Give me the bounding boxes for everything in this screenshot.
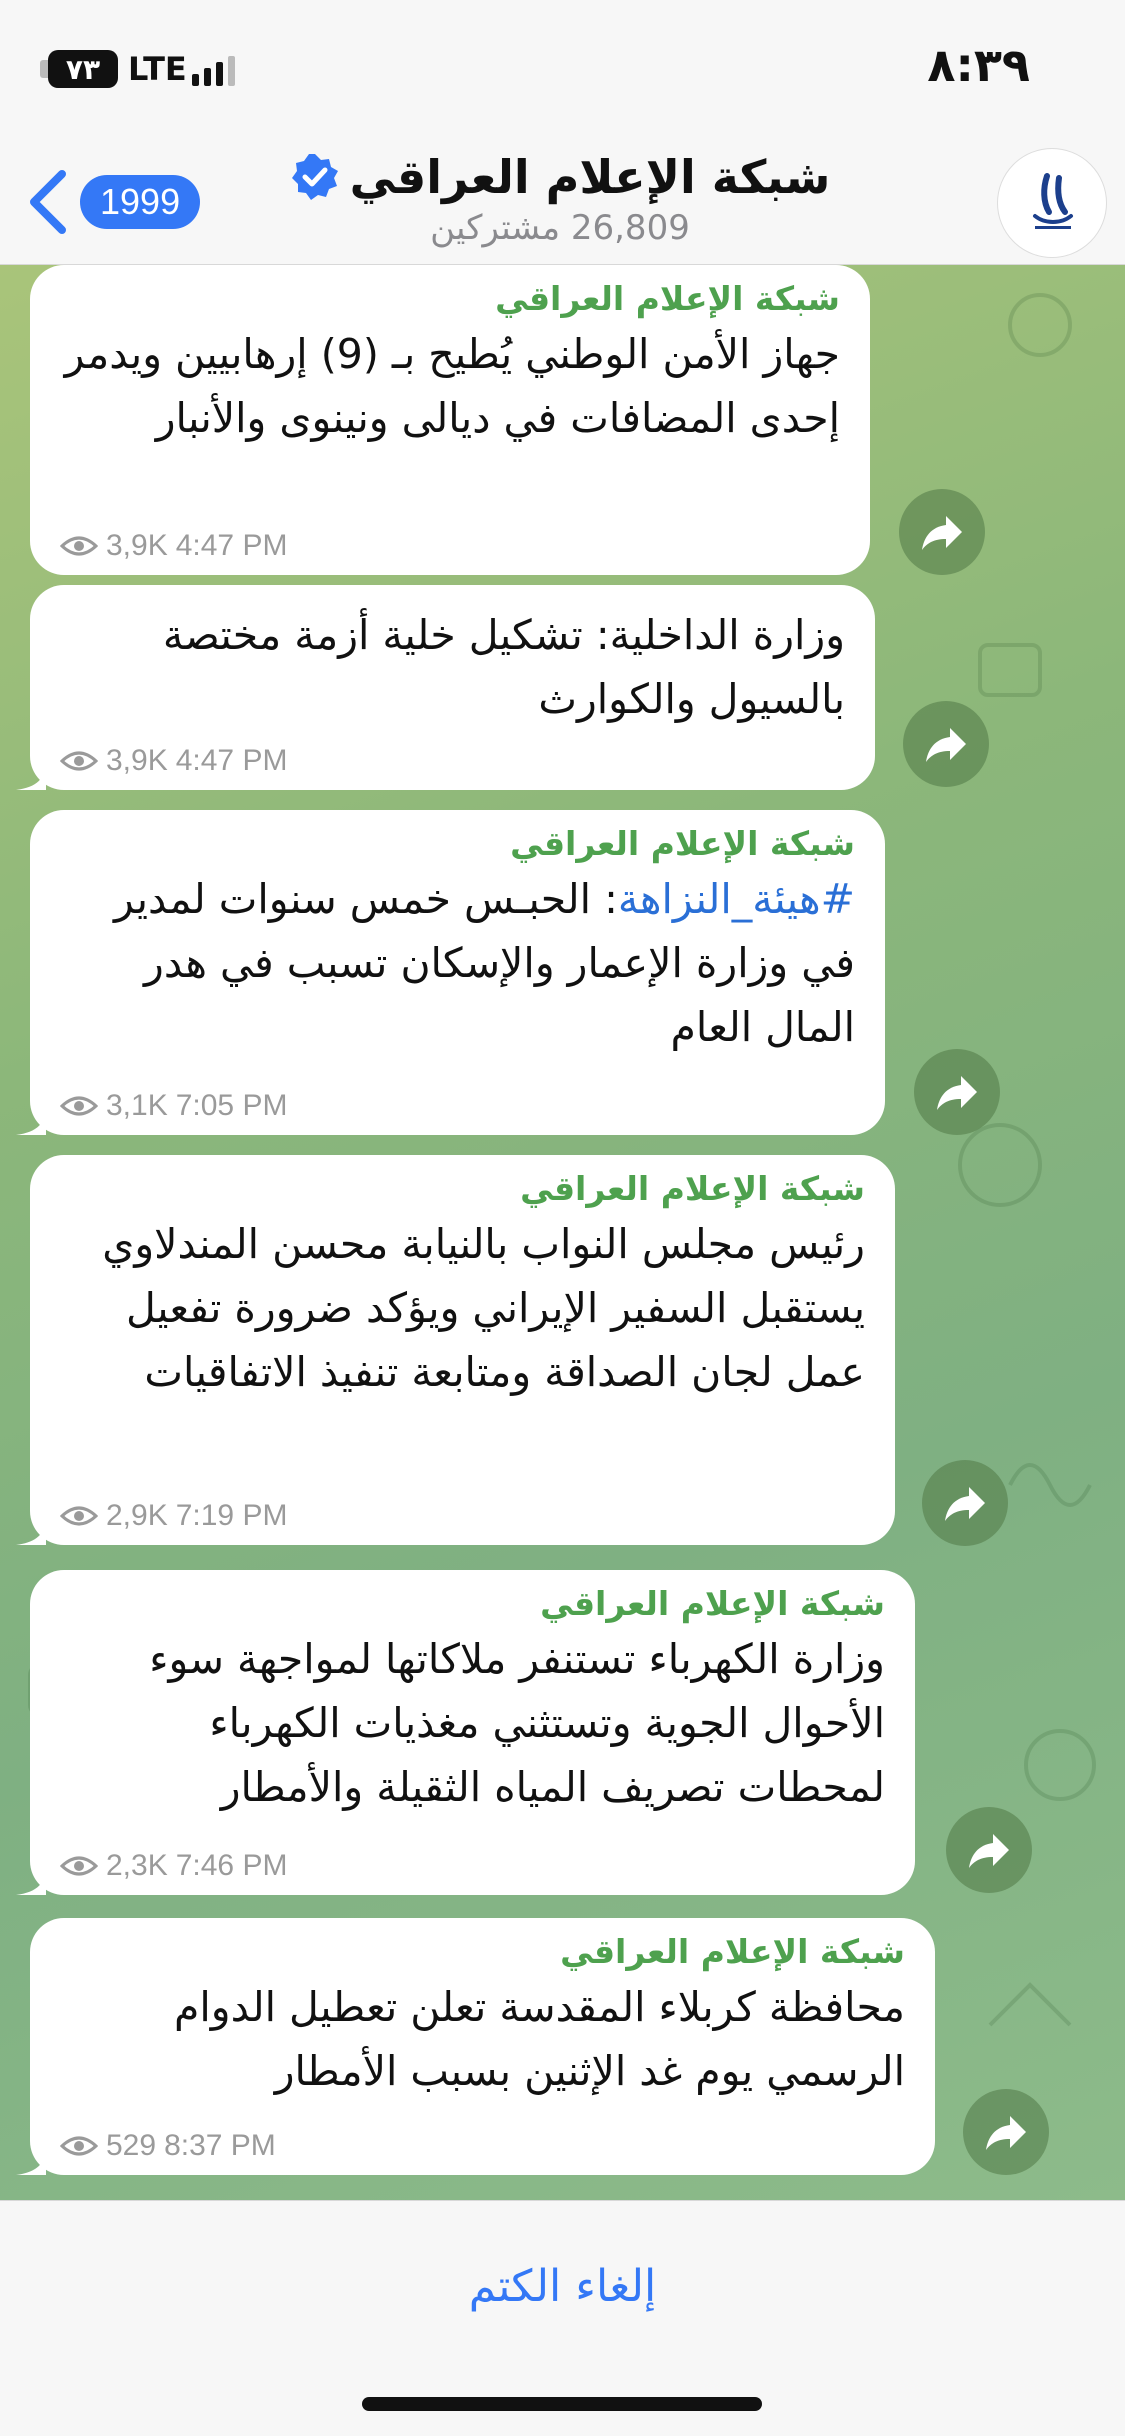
chat-header: [0, 140, 1125, 265]
share-button[interactable]: [899, 489, 985, 575]
message-time: 4:47 PM: [175, 529, 288, 562]
channel-title: شبكة الإعلام العراقي: [349, 150, 831, 204]
share-arrow-icon: [920, 512, 964, 552]
bottom-bar: [0, 2200, 1125, 2436]
message-time: 7:46 PM: [175, 1849, 288, 1882]
view-count: 3,9K: [106, 744, 168, 777]
message-sender: شبكة الإعلام العراقي: [540, 1584, 885, 1623]
message-bubble[interactable]: [30, 1155, 895, 1545]
views-eye-icon: [60, 1854, 98, 1878]
message-meta: [60, 529, 287, 563]
views-eye-icon: [60, 1094, 98, 1118]
view-count: 3,9K: [106, 529, 168, 562]
channel-logo-icon: [1017, 168, 1087, 238]
message-meta: [60, 1849, 287, 1883]
view-count: 529: [106, 2129, 157, 2162]
views-eye-icon: [60, 2134, 98, 2158]
views-eye-icon: [60, 1504, 98, 1528]
hashtag-link[interactable]: #هيئة_النزاهة: [617, 875, 855, 923]
back-button[interactable]: [20, 162, 210, 242]
message-bubble[interactable]: [30, 585, 875, 790]
unmute-button[interactable]: إلغاء الكتم: [0, 2261, 1125, 2312]
share-button[interactable]: [922, 1460, 1008, 1546]
view-count: 2,3K: [106, 1849, 168, 1882]
message-meta: [60, 2129, 276, 2163]
views-eye-icon: [60, 749, 98, 773]
share-arrow-icon: [967, 1830, 1011, 1870]
share-button[interactable]: [903, 701, 989, 787]
network-type: LTE: [128, 50, 187, 88]
share-arrow-icon: [984, 2112, 1028, 2152]
message-meta: [60, 1089, 287, 1123]
chevron-left-icon: [20, 162, 80, 242]
view-count: 2,9K: [106, 1499, 168, 1532]
message-time: 7:05 PM: [175, 1089, 288, 1122]
status-bar: [0, 0, 1125, 140]
channel-info[interactable]: [260, 150, 860, 248]
message-text: وزارة الداخلية: تشكيل خلية أزمة مختصة بالسيول والكوارث: [162, 611, 845, 723]
status-time: ٨:٣٩: [927, 38, 1030, 92]
message-sender: شبكة الإعلام العراقي: [510, 824, 855, 863]
bubble-tail: [16, 1105, 46, 1135]
message-text: محافظة كربلاء المقدسة تعلن تعطيل الدوام الرسمي يوم غد الإثنين بسبب الأمطار: [174, 1983, 905, 2095]
message-text-body: : الحبـس خمس سنوات لمدير في وزارة الإعمار والإسكان تسبب في هدر المال العام: [114, 875, 855, 1051]
message-sender: شبكة الإعلام العراقي: [560, 1932, 905, 1971]
share-arrow-icon: [935, 1072, 979, 1112]
share-arrow-icon: [924, 724, 968, 764]
share-button[interactable]: [963, 2089, 1049, 2175]
channel-avatar[interactable]: [997, 148, 1107, 258]
home-indicator[interactable]: [362, 2397, 762, 2411]
share-arrow-icon: [943, 1483, 987, 1523]
views-eye-icon: [60, 534, 98, 558]
message-sender: شبكة الإعلام العراقي: [495, 279, 840, 318]
share-button[interactable]: [914, 1049, 1000, 1135]
message-meta: [60, 744, 287, 778]
message-time: 8:37 PM: [164, 2129, 276, 2162]
bubble-tail: [16, 2145, 46, 2175]
unread-badge: 1999: [80, 175, 200, 229]
message-bubble[interactable]: [30, 1918, 935, 2175]
share-button[interactable]: [946, 1807, 1032, 1893]
message-text: رئيس مجلس النواب بالنيابة محسن المندلاوي يستقبل السفير الإيراني ويؤكد ضرورة تفعيل عمل لجان الصداقة ومتابعة تنفيذ الاتفاقيات: [102, 1220, 865, 1396]
subscriber-count: 26,809 مشتركين: [430, 208, 690, 248]
message-bubble[interactable]: [30, 265, 870, 575]
battery-cap: [40, 60, 48, 78]
message-meta: [60, 1499, 287, 1533]
message-sender: شبكة الإعلام العراقي: [520, 1169, 865, 1208]
message-text: وزارة الكهرباء تستنفر ملاكاتها لمواجهة سوء الأحوال الجوية وتستثني مغذيات الكهرباء لمحطات تصريف المياه الثقيلة والأمطار: [149, 1635, 885, 1811]
message-text: [60, 867, 855, 1059]
bubble-tail: [16, 1865, 46, 1895]
message-list[interactable]: [0, 265, 1125, 2200]
view-count: 3,1K: [106, 1089, 168, 1122]
message-bubble[interactable]: [30, 1570, 915, 1895]
battery-indicator: ٧٣: [48, 50, 118, 88]
bubble-tail: [16, 760, 46, 790]
verified-check-icon: [290, 152, 340, 202]
bubble-tail: [16, 1515, 46, 1545]
signal-icon: [192, 54, 235, 86]
message-text: جهاز الأمن الوطني يُطيح بـ (9) إرهابيين ويدمر إحدى المضافات في ديالى ونينوى والأنبار: [64, 330, 840, 442]
message-bubble[interactable]: [30, 810, 885, 1135]
message-time: 7:19 PM: [175, 1499, 288, 1532]
message-time: 4:47 PM: [175, 744, 288, 777]
